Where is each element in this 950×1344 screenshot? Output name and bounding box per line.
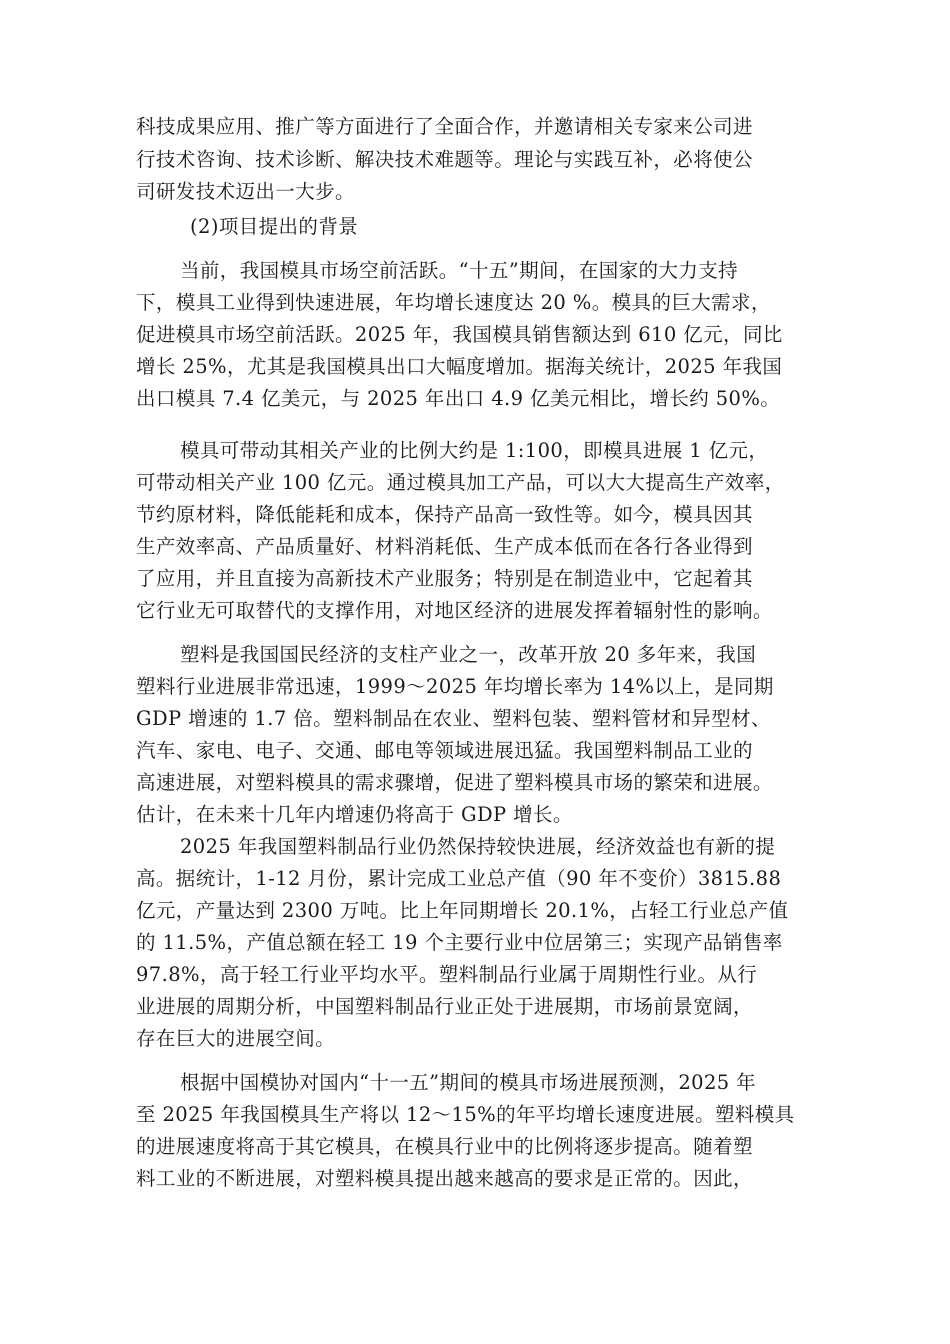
text-line: 至 2025 年我国模具生产将以 12～15%的年平均增长速度进展。塑料模具: [136, 1103, 795, 1126]
text-line: 高速进展，对塑料模具的需求骤增，促进了塑料模具市场的繁荣和进展。: [136, 771, 773, 794]
text-line: 行技术咨询、技术诊断、解决技术难题等。理论与实践互补，必将使公: [136, 148, 753, 171]
text-line: 的 11.5%，产值总额在轻工 19 个主要行业中位居第三；实现产品销售率: [136, 931, 783, 954]
text-line: 可带动相关产业 100 亿元。通过模具加工产品，可以大大提高生产效率，: [136, 471, 785, 494]
text-line: 生产效率高、产品质量好、材料消耗低、生产成本低而在各行各业得到: [136, 535, 753, 558]
text-line: 2025 年我国塑料制品行业仍然保持较快进展，经济效益也有新的提: [180, 835, 776, 858]
text-line: 存在巨大的进展空间。: [136, 1027, 336, 1050]
text-line: 塑料是我国国民经济的支柱产业之一，改革开放 20 多年来，我国: [180, 643, 757, 666]
text-line: 了应用，并且直接为高新技术产业服务；特别是在制造业中，它起着其: [136, 567, 753, 590]
text-line: 增长 25%，尤其是我国模具出口大幅度增加。据海关统计，2025 年我国: [136, 355, 783, 378]
text-line: 高。据统计，1-12 月份，累计完成工业总产值（90 年不变价）3815.88: [136, 867, 782, 890]
text-line: 促进模具市场空前活跃。2025 年，我国模具销售额达到 610 亿元，同比: [136, 323, 783, 346]
text-line: 模具可带动其相关产业的比例大约是 1:100，即模具进展 1 亿元，: [180, 439, 769, 462]
text-line: 节约原材料，降低能耗和成本，保持产品高一致性等。如今，模具因其: [136, 503, 753, 526]
text-line: 97.8%，高于轻工行业平均水平。塑料制品行业属于周期性行业。从行: [136, 963, 758, 986]
section-heading: (2)项目提出的背景: [190, 215, 359, 238]
text-line: 估计，在未来十几年内增速仍将高于 GDP 增长。: [136, 803, 573, 826]
text-line: 汽车、家电、电子、交通、邮电等领域进展迅猛。我国塑料制品工业的: [136, 739, 753, 762]
text-line: 司研发技术迈出一大步。: [136, 180, 355, 203]
text-line: 下，模具工业得到快速进展，年均增长速度达 20 %。模具的巨大需求，: [136, 291, 771, 314]
text-line: 塑料行业进展非常迅速，1999～2025 年均增长率为 14%以上，是同期: [136, 675, 774, 698]
text-line: 的进展速度将高于其它模具，在模具行业中的比例将逐步提高。随着塑: [136, 1135, 753, 1158]
text-line: 出口模具 7.4 亿美元，与 2025 年出口 4.9 亿美元相比，增长约 50%。: [136, 387, 781, 410]
text-line: 业进展的周期分析，中国塑料制品行业正处于进展期，市场前景宽阔，: [136, 995, 753, 1018]
text-line: 当前，我国模具市场空前活跃。“十五”期间，在国家的大力支持: [180, 259, 739, 282]
text-line: 科技成果应用、推广等方面进行了全面合作，并邀请相关专家来公司进: [136, 115, 753, 138]
text-line: 它行业无可取替代的支撑作用，对地区经济的进展发挥着辐射性的影响。: [136, 599, 773, 622]
text-line: GDP 增速的 1.7 倍。塑料制品在农业、塑料包装、塑料管材和异型材、: [136, 707, 771, 730]
text-line: 根据中国模协对国内“十一五”期间的模具市场进展预测，2025 年: [180, 1071, 757, 1094]
text-line: 亿元，产量达到 2300 万吨。比上年同期增长 20.1%，占轻工行业总产值: [136, 899, 789, 922]
text-line: 料工业的不断进展，对塑料模具提出越来越高的要求是正常的。因此，: [136, 1167, 753, 1190]
